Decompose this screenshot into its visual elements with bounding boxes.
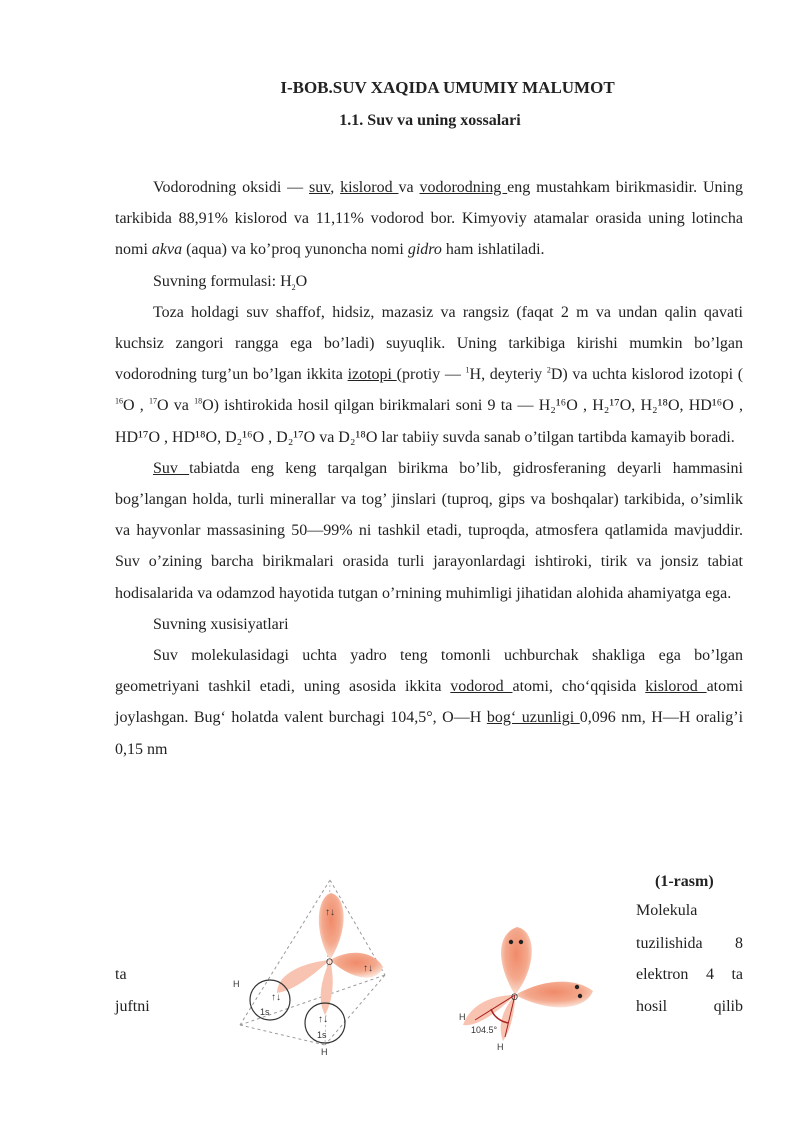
link-vodorod[interactable]: vodorod [450, 678, 513, 696]
svg-text:↑↓: ↑↓ [318, 1014, 328, 1025]
link-izotopi[interactable]: izotopi [347, 366, 397, 384]
svg-text:↑↓: ↑↓ [325, 907, 335, 918]
label-1s-bottom: 1s [317, 1030, 327, 1040]
section-heading: Suvning xusisiyatlari [153, 615, 289, 633]
molecule-figure [225, 875, 615, 1065]
figure-caption: (1-rasm) [655, 873, 714, 890]
wrap-text-right-3: elektron 4 ta [636, 966, 743, 983]
label-o-right: O [511, 992, 519, 1002]
term-akva: akva [151, 241, 183, 259]
term-gidro: gidro [407, 241, 442, 259]
link-kislorod[interactable]: kislorod [340, 179, 399, 196]
paragraph-1: Vodorodning oksidi — suv, kislorod va vodorodning eng mustahkam birikmasidir. Uning tarkibida 88,91% kislorod va 11,11% vodorod bor. Kimyoviy atamalar orasida uning lotincha nomi akva (aqua) va ko’proq yunoncha nomi gidro ham ishlatiladi. [115, 179, 743, 259]
link-kislorod-2[interactable]: kislorod [645, 678, 707, 696]
isotope-list: H₂¹⁶O , H₂¹⁷O, H₂¹⁸O, HD¹⁶O , HD¹⁷O , HD¹⁸O, D₂¹⁶O , D₂¹⁷O va D₂¹⁸O [115, 397, 744, 446]
label-h-bottom: H [321, 1047, 328, 1057]
paragraph-3: Suv tabiatda eng keng tarqalgan birikma bo’lib, gidrosferaning deyarli hammasini bog’langan holda, turli minerallar va tog’ jinslari (tuproq, gips va boshqalar) tarkibida, o’simlik va hayvonlar massasining 50—99% ni tashkil etadi, tuproqda, atmosfera qatlamida mavjuddir. Suv o’zining barcha birikmalari orasida turli jarayonlardagi ishtiroki, tirik va jonsiz tabiat hodisalarida va odamzod hayotida tutgan o’rnining muhimligi jihatidan alohida ahamiyatga ega. [115, 459, 743, 602]
bent-molecule-diagram [459, 927, 593, 1052]
section-subtitle: 1.1. Suv va uning xossalari [339, 112, 521, 129]
upper-lobe [319, 893, 344, 960]
label-h2-right: H [497, 1042, 504, 1052]
wrap-text-right-2: tuzilishida 8 [636, 935, 743, 952]
label-bond-angle: 104.5° [471, 1025, 498, 1035]
body-text [115, 172, 743, 765]
lone-pair-upper [501, 927, 532, 995]
paragraph-4: Suv molekulasidagi uchta yadro teng tomonli uchburchak shakliga ega bo’lgan geometriyani tashkil etadi, uning asosida ikkita vodorod atomi, cho‘qqisida kislorod atomi joylashgan. Bug‘ holatda valent burchagi 104,5°, O—H bog‘ uzunligi 0,096 nm, H—H oralig’i 0,15 nm [115, 647, 744, 758]
formula-line: Suvning formulasi: $H_2O$ [153, 272, 308, 292]
svg-text:↑↓: ↑↓ [271, 992, 281, 1003]
link-vodorodning[interactable]: vodorodning [419, 179, 508, 196]
label-h1-right: H [459, 1012, 466, 1022]
tetrahedral-orbital-diagram [233, 880, 385, 1057]
chapter-title: I-BOB.SUV XAQIDA UMUMIY MALUMOT [280, 78, 615, 97]
link-bog-uzunligi[interactable]: bog‘ uzunligi [486, 709, 580, 727]
wrap-text-right-1: Molekula [636, 902, 698, 919]
label-h-left: H [233, 979, 240, 989]
wrap-text-left-2: juftni [115, 998, 150, 1015]
wrap-text-left-1: ta [115, 966, 127, 983]
link-suv-2[interactable]: Suv [153, 459, 190, 477]
label-o-left: O [326, 957, 334, 967]
link-suv[interactable]: suv [309, 179, 331, 196]
paragraph-2: Toza holdagi suv shaffof, hidsiz, mazasiz va rangsiz (faqat 2 m va undan qalin qavati kuchsiz zangori rangga ega bo’ladi) suyuqlik. Uning tarkibiga kirishi mumkin bo’lgan vodorodning turg’un bo’lgan ikkita izotopi (protiy — $^1$H, deyteriy $^2$D) va uchta kislorod izotopi ( $^{16}$O , $^{17}$O va $^{18}$O) ishtirokida hosil qilgan birikmalari soni 9 ta — H₂¹⁶O , H₂¹⁷O, H₂¹⁸O, HD¹⁶O , HD¹⁷O , HD¹⁸O, D₂¹⁶O , D₂¹⁷O va D₂¹⁸O lar tabiiy suvda sanab o’tilgan tartibda kamayib boradi. [115, 303, 744, 446]
svg-text:↑↓: ↑↓ [363, 963, 373, 974]
label-1s-left: 1s [260, 1007, 270, 1017]
right-lobe [330, 953, 383, 978]
wrap-text-right-4: hosil qilib [636, 998, 743, 1015]
lower-lobe [321, 960, 333, 1015]
